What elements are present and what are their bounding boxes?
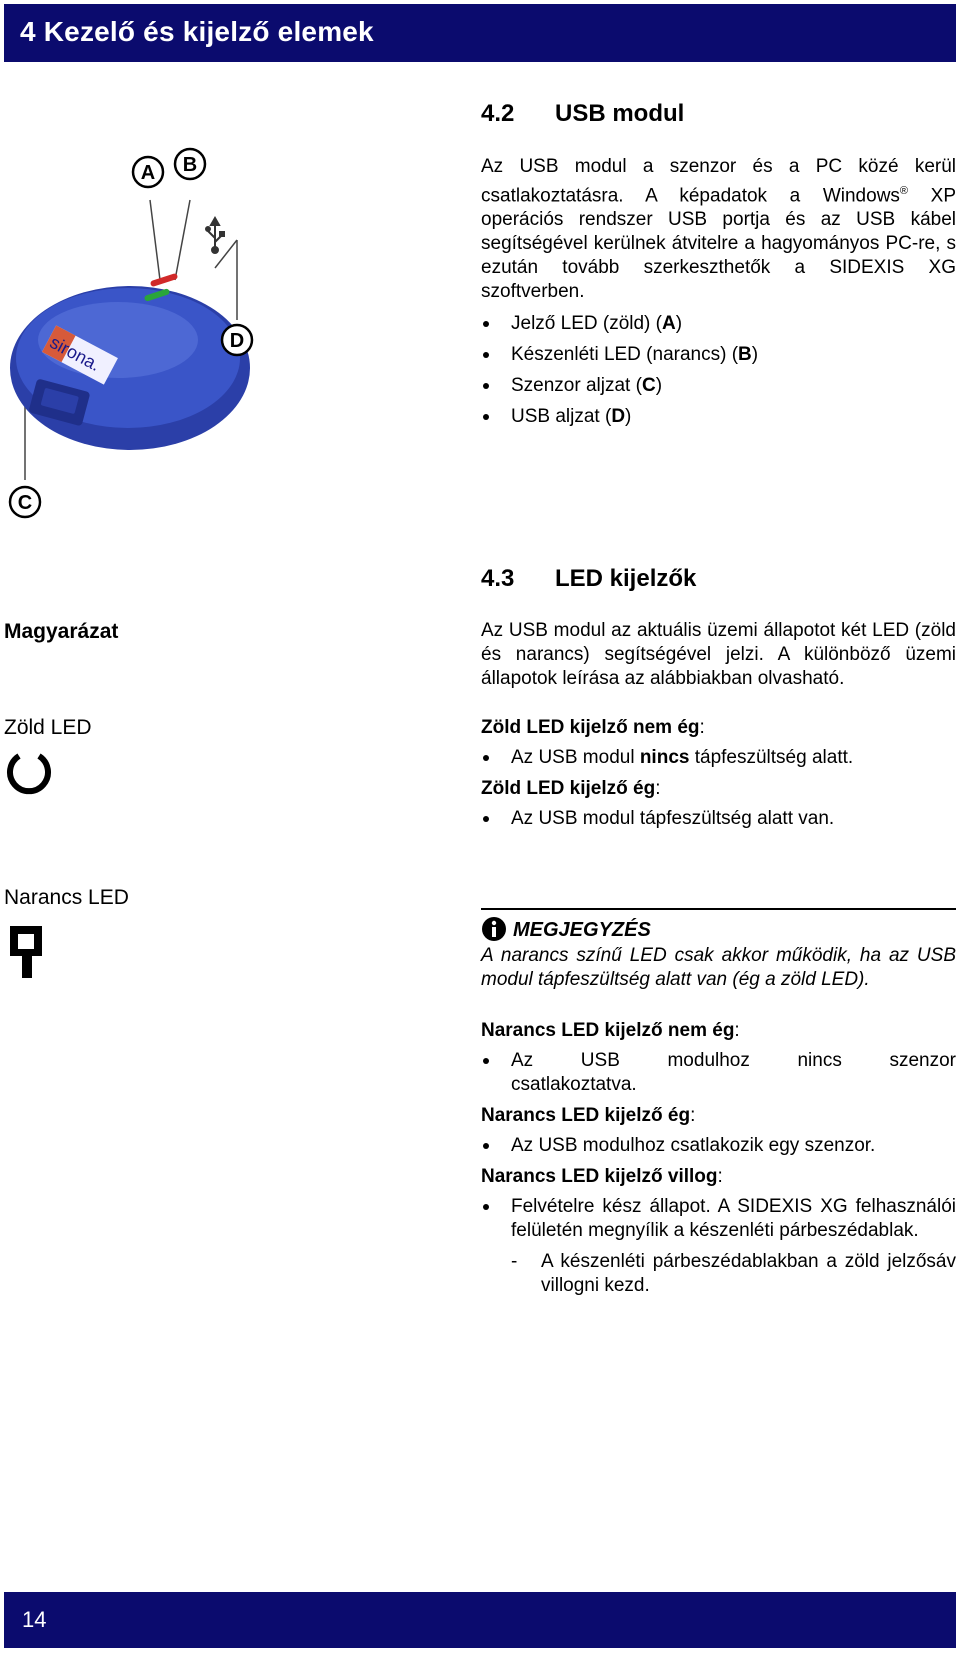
usb-module-illustration [0,140,280,550]
usb-module-device [10,273,250,450]
section-title: LED kijelzők [555,565,697,592]
registered-mark: ® [899,185,909,197]
list-item: Szenzor aljzat (C) [481,374,956,398]
sensor-led-icon [6,922,50,984]
callout-c [10,487,40,517]
list-item: Az USB modulhoz csatlakozik egy szenzor. [481,1134,956,1158]
list-item: Az USB modul nincs tápfeszültség alatt. [481,746,956,770]
note-heading [481,916,956,942]
component-list [481,312,956,429]
orange-off-heading: Narancs LED kijelző nem ég: [481,1020,740,1041]
orange-on-list [481,1134,956,1158]
svg-text:C: C [17,492,33,514]
callout-a [133,157,163,187]
section-4-3-body [481,619,956,838]
power-led-icon [4,748,54,796]
legend-label: Magyarázat [4,620,119,643]
list-item: Jelző LED (zöld) (A) [481,312,956,336]
list-item: Felvételre kész állapot. A SIDEXIS XG felhasználói felületén megnyílik a készenléti párbeszédablak. [481,1195,956,1243]
note-text: A narancs színű LED csak akkor működik, ha az USB modul tápfeszültség alatt van (ég a zöld LED). [481,945,956,990]
list-item: Az USB modulhoz nincs szenzor csatlakoztatva. [481,1049,956,1097]
orange-led-body [481,1013,956,1298]
section-4-2-body [481,155,956,436]
callout-d [222,325,252,355]
svg-text:B: B [182,154,198,176]
orange-blink-list [481,1195,956,1243]
list-item: USB aljzat (D) [481,405,956,429]
note-box [481,908,956,992]
green-on-list [481,807,956,831]
chapter-header [4,4,956,62]
green-off-list [481,746,956,770]
section-4-3-heading [481,565,696,593]
section-number: 4.3 [481,565,515,592]
section-title: USB modul [555,100,685,127]
info-icon [481,916,507,942]
chapter-title: 4 Kezelő és kijelző elemek [20,16,374,47]
green-led-label: Zöld LED [4,716,92,739]
orange-on-heading: Narancs LED kijelző ég: [481,1105,696,1126]
green-on-heading: Zöld LED kijelző ég: [481,778,661,799]
section-number: 4.2 [481,100,515,127]
orange-led-label: Narancs LED [4,886,129,909]
list-item: Az USB modul tápfeszültség alatt van. [481,807,956,831]
note-title: MEGJEGYZÉS [513,919,651,941]
led-intro-paragraph: Az USB modul az aktuális üzemi állapotot két LED (zöld és narancs) segítségével jelzi. A különböző üzemi állapotok leírása az alábbiakban olvasható. [481,620,956,689]
page-footer [4,1592,956,1648]
page-number: 14 [22,1607,47,1632]
section-4-2-heading [481,100,684,128]
sub-list-item: - A készenléti párbeszédablakban a zöld jelzősáv villogni kezd. [511,1251,956,1296]
orange-blink-heading: Narancs LED kijelző villog: [481,1166,723,1187]
brand-label: sirona. [46,332,104,376]
usb-icon [206,218,224,253]
svg-text:A: A [140,162,156,184]
green-off-heading: Zöld LED kijelző nem ég: [481,717,705,738]
list-item: Készenléti LED (narancs) (B) [481,343,956,367]
orange-off-list [481,1049,956,1097]
svg-text:D: D [229,330,245,352]
callout-b [175,149,205,179]
intro-paragraph: Az USB modul a szenzor és a PC közé kerül csatlakoztatásra. A képadatok a Windows® XP operációs rendszer USB portja és az USB kábel segítségével kerülnek átvitelre a hagyományos PC-re, s ezután tovább szerkeszthetők a SIDEXIS XG szoftverben. [481,156,956,303]
